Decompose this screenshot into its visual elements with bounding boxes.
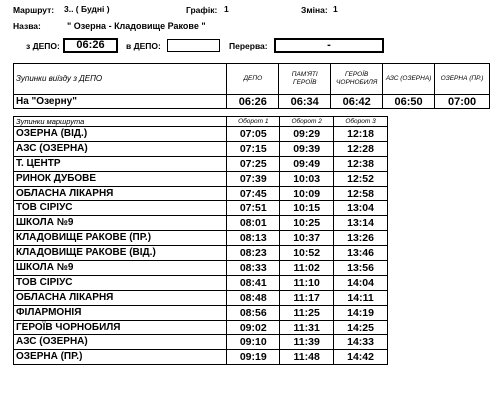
departure-direction: На "Озерну" <box>14 95 227 109</box>
stop-name: ТОВ СІРІУС <box>14 275 227 290</box>
azs-ozerna-header: АЗС (ОЗЕРНА) <box>383 64 435 95</box>
turn-2-header: Оборот 2 <box>280 117 334 127</box>
to-depot-time <box>167 39 220 52</box>
table-row <box>14 350 388 365</box>
table-row <box>14 127 388 142</box>
stop-name: АЗС (ОЗЕРНА) <box>14 141 227 156</box>
departure-time: 06:34 <box>279 95 331 109</box>
turn-3-time: 14:42 <box>334 350 388 365</box>
table-row <box>14 335 388 350</box>
route-label: Маршрут: <box>13 5 55 15</box>
turn-2-time: 11:10 <box>280 275 334 290</box>
turn-1-time: 08:33 <box>227 261 280 276</box>
turn-3-time: 13:04 <box>334 201 388 216</box>
turn-3-time: 14:33 <box>334 335 388 350</box>
turn-3-time: 12:38 <box>334 156 388 171</box>
stop-name: Т. ЦЕНТР <box>14 156 227 171</box>
turn-1-time: 07:45 <box>227 186 280 201</box>
name-value: " Озерна - Кладовище Ракове " <box>67 21 206 31</box>
table-row <box>14 216 388 231</box>
turn-2-time: 10:09 <box>280 186 334 201</box>
turn-2-time: 10:25 <box>280 216 334 231</box>
turn-1-header: Оборот 1 <box>227 117 280 127</box>
turn-3-time: 14:11 <box>334 290 388 305</box>
table-row <box>14 186 388 201</box>
stop-name: ФІЛАРМОНІЯ <box>14 305 227 320</box>
stop-name: ОБЛАСНА ЛІКАРНЯ <box>14 290 227 305</box>
depot-header: ДЕПО <box>227 64 279 95</box>
break-value: - <box>274 38 384 53</box>
break-label: Перерва: <box>229 41 268 51</box>
departure-row <box>14 95 490 109</box>
turn-2-time: 09:39 <box>280 141 334 156</box>
table-row <box>14 320 388 335</box>
shift-label: Зміна: <box>301 5 328 15</box>
table-row <box>14 171 388 186</box>
route-value: 3.. ( Будні ) <box>64 4 110 14</box>
departure-time: 07:00 <box>435 95 490 109</box>
stop-name: ОБЛАСНА ЛІКАРНЯ <box>14 186 227 201</box>
stop-name: ОЗЕРНА (ВІД.) <box>14 127 227 142</box>
turn-3-time: 14:19 <box>334 305 388 320</box>
stop-name: ШКОЛА №9 <box>14 216 227 231</box>
turn-2-time: 10:37 <box>280 231 334 246</box>
from-depot-label: з ДЕПО: <box>26 41 60 51</box>
turn-1-time: 09:02 <box>227 320 280 335</box>
turn-2-time: 09:29 <box>280 127 334 142</box>
turn-3-time: 13:46 <box>334 246 388 261</box>
table-row <box>14 275 388 290</box>
ozerna-pr-header: ОЗЕРНА (ПР.) <box>435 64 490 95</box>
turn-1-time: 09:10 <box>227 335 280 350</box>
schedule-label: Графік: <box>186 5 218 15</box>
departure-stops-header: Зупинки виїзду з ДЕПО <box>14 64 227 95</box>
turn-1-time: 08:48 <box>227 290 280 305</box>
turn-3-time: 12:58 <box>334 186 388 201</box>
stop-name: КЛАДОВИЩЕ РАКОВЕ (ПР.) <box>14 231 227 246</box>
turn-1-time: 08:23 <box>227 246 280 261</box>
table-row <box>14 290 388 305</box>
turn-2-time: 11:48 <box>280 350 334 365</box>
stop-name: ГЕРОЇВ ЧОРНОБИЛЯ <box>14 320 227 335</box>
table-row <box>14 305 388 320</box>
pamiati-heroiv-header: ПАМ'ЯТІ ГЕРОЇВ <box>279 64 331 95</box>
stop-name: ОЗЕРНА (ПР.) <box>14 350 227 365</box>
turn-2-time: 10:15 <box>280 201 334 216</box>
turn-2-time: 11:31 <box>280 320 334 335</box>
turn-3-header: Оборот 3 <box>334 117 388 127</box>
turn-1-time: 08:13 <box>227 231 280 246</box>
route-stops-header: Зупинки маршрута <box>14 117 227 127</box>
depot-departure-table <box>13 63 490 109</box>
turn-1-time: 08:41 <box>227 275 280 290</box>
schedule-value: 1 <box>224 4 229 14</box>
departure-time: 06:26 <box>227 95 279 109</box>
table-row <box>14 156 388 171</box>
turn-2-time: 09:49 <box>280 156 334 171</box>
stop-name: ТОВ СІРІУС <box>14 201 227 216</box>
turn-2-time: 10:03 <box>280 171 334 186</box>
turn-3-time: 13:26 <box>334 231 388 246</box>
turn-2-time: 11:17 <box>280 290 334 305</box>
turn-3-time: 12:18 <box>334 127 388 142</box>
turn-3-time: 12:52 <box>334 171 388 186</box>
heroiv-chornobylia-header: ГЕРОЇВ ЧОРНОБИЛЯ <box>331 64 383 95</box>
turn-2-time: 11:02 <box>280 261 334 276</box>
shift-value: 1 <box>333 4 338 14</box>
turn-1-time: 09:19 <box>227 350 280 365</box>
turn-3-time: 13:56 <box>334 261 388 276</box>
to-depot-label: в ДЕПО: <box>126 41 161 51</box>
stop-name: РИНОК ДУБОВЕ <box>14 171 227 186</box>
from-depot-time: 06:26 <box>63 38 118 53</box>
stop-name: АЗС (ОЗЕРНА) <box>14 335 227 350</box>
table-row <box>14 201 388 216</box>
route-header-row <box>14 117 388 127</box>
turn-3-time: 12:28 <box>334 141 388 156</box>
turn-1-time: 08:56 <box>227 305 280 320</box>
turn-1-time: 07:15 <box>227 141 280 156</box>
turn-3-time: 13:14 <box>334 216 388 231</box>
departure-time: 06:42 <box>331 95 383 109</box>
route-stops-table <box>13 116 388 365</box>
turn-1-time: 08:01 <box>227 216 280 231</box>
turn-2-time: 11:39 <box>280 335 334 350</box>
turn-1-time: 07:05 <box>227 127 280 142</box>
departure-time: 06:50 <box>383 95 435 109</box>
name-label: Назва: <box>13 21 41 31</box>
turn-1-time: 07:39 <box>227 171 280 186</box>
stop-name: ШКОЛА №9 <box>14 261 227 276</box>
turn-3-time: 14:04 <box>334 275 388 290</box>
turn-2-time: 11:25 <box>280 305 334 320</box>
table-row <box>14 261 388 276</box>
turn-3-time: 14:25 <box>334 320 388 335</box>
stop-name: КЛАДОВИЩЕ РАКОВЕ (ВІД.) <box>14 246 227 261</box>
table-row <box>14 246 388 261</box>
turn-1-time: 07:51 <box>227 201 280 216</box>
departure-header-row <box>14 64 490 95</box>
table-row <box>14 231 388 246</box>
turn-2-time: 10:52 <box>280 246 334 261</box>
turn-1-time: 07:25 <box>227 156 280 171</box>
table-row <box>14 141 388 156</box>
